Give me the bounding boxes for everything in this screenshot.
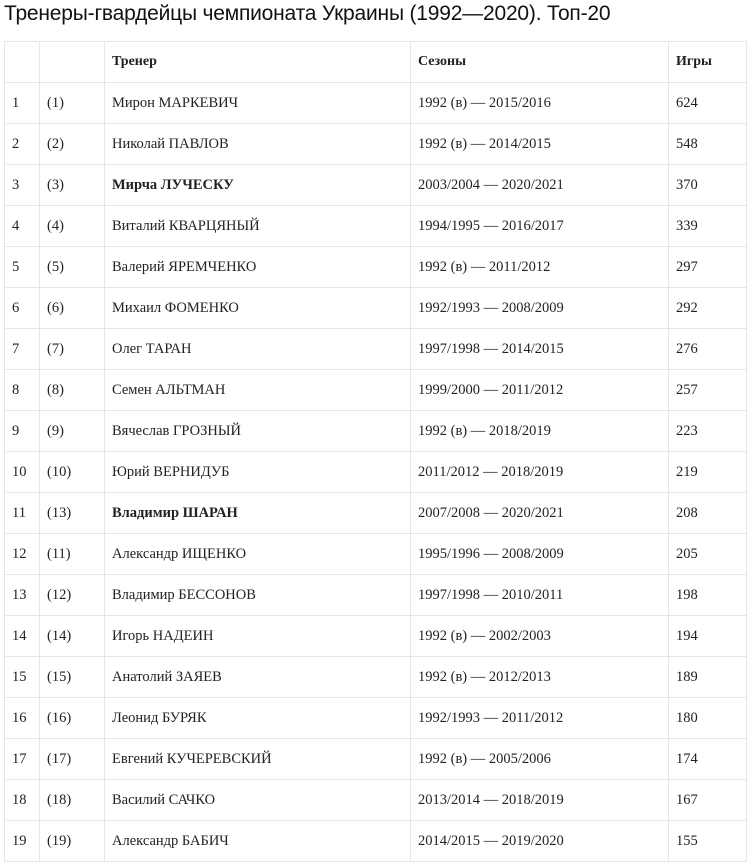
coach-name-cell: Семен АЛЬТМАН bbox=[105, 370, 411, 411]
seasons-cell: 2007/2008 — 2020/2021 bbox=[411, 493, 669, 534]
coaches-table bbox=[4, 41, 747, 862]
rank-cell: 4 bbox=[5, 206, 40, 247]
table-row bbox=[5, 206, 747, 247]
header-previous-rank bbox=[40, 42, 105, 83]
seasons-cell: 1992 (в) — 2015/2016 bbox=[411, 83, 669, 124]
rank-cell: 19 bbox=[5, 821, 40, 862]
coach-name-cell: Анатолий ЗАЯЕВ bbox=[105, 657, 411, 698]
games-cell: 624 bbox=[669, 83, 747, 124]
seasons-cell: 1992 (в) — 2005/2006 bbox=[411, 739, 669, 780]
rank-cell: 16 bbox=[5, 698, 40, 739]
previous-rank-cell: (14) bbox=[40, 616, 105, 657]
games-cell: 370 bbox=[669, 165, 747, 206]
games-cell: 219 bbox=[669, 452, 747, 493]
rank-cell: 8 bbox=[5, 370, 40, 411]
coach-name-cell: Олег ТАРАН bbox=[105, 329, 411, 370]
coach-name-cell: Евгений КУЧЕРЕВСКИЙ bbox=[105, 739, 411, 780]
header-games: Игры bbox=[669, 42, 747, 83]
table-body bbox=[5, 83, 747, 862]
table-row bbox=[5, 124, 747, 165]
header-rank bbox=[5, 42, 40, 83]
coach-name-cell: Игорь НАДЕИН bbox=[105, 616, 411, 657]
coach-name-cell: Вячеслав ГРОЗНЫЙ bbox=[105, 411, 411, 452]
coach-name-cell: Мирча ЛУЧЕСКУ bbox=[105, 165, 411, 206]
previous-rank-cell: (18) bbox=[40, 780, 105, 821]
seasons-cell: 1995/1996 — 2008/2009 bbox=[411, 534, 669, 575]
header-seasons: Сезоны bbox=[411, 42, 669, 83]
table-row bbox=[5, 247, 747, 288]
coach-name-cell: Валерий ЯРЕМЧЕНКО bbox=[105, 247, 411, 288]
seasons-cell: 1992/1993 — 2008/2009 bbox=[411, 288, 669, 329]
previous-rank-cell: (3) bbox=[40, 165, 105, 206]
seasons-cell: 1999/2000 — 2011/2012 bbox=[411, 370, 669, 411]
seasons-cell: 1992/1993 — 2011/2012 bbox=[411, 698, 669, 739]
games-cell: 223 bbox=[669, 411, 747, 452]
rank-cell: 14 bbox=[5, 616, 40, 657]
seasons-cell: 1992 (в) — 2014/2015 bbox=[411, 124, 669, 165]
seasons-cell: 2003/2004 — 2020/2021 bbox=[411, 165, 669, 206]
table-row bbox=[5, 534, 747, 575]
coach-name-cell: Владимир ШАРАН bbox=[105, 493, 411, 534]
seasons-cell: 1992 (в) — 2002/2003 bbox=[411, 616, 669, 657]
rank-cell: 3 bbox=[5, 165, 40, 206]
coach-name-cell: Виталий КВАРЦЯНЫЙ bbox=[105, 206, 411, 247]
games-cell: 198 bbox=[669, 575, 747, 616]
games-cell: 174 bbox=[669, 739, 747, 780]
seasons-cell: 1997/1998 — 2010/2011 bbox=[411, 575, 669, 616]
rank-cell: 9 bbox=[5, 411, 40, 452]
seasons-cell: 2011/2012 — 2018/2019 bbox=[411, 452, 669, 493]
previous-rank-cell: (19) bbox=[40, 821, 105, 862]
table-row bbox=[5, 83, 747, 124]
coach-name-cell: Василий САЧКО bbox=[105, 780, 411, 821]
seasons-cell: 1992 (в) — 2011/2012 bbox=[411, 247, 669, 288]
table-header-row bbox=[5, 42, 747, 83]
rank-cell: 2 bbox=[5, 124, 40, 165]
previous-rank-cell: (10) bbox=[40, 452, 105, 493]
previous-rank-cell: (7) bbox=[40, 329, 105, 370]
previous-rank-cell: (2) bbox=[40, 124, 105, 165]
table-row bbox=[5, 370, 747, 411]
table-row bbox=[5, 411, 747, 452]
coach-name-cell: Александр ИЩЕНКО bbox=[105, 534, 411, 575]
table-row bbox=[5, 493, 747, 534]
rank-cell: 7 bbox=[5, 329, 40, 370]
table-row bbox=[5, 288, 747, 329]
rank-cell: 15 bbox=[5, 657, 40, 698]
coach-name-cell: Михаил ФОМЕНКО bbox=[105, 288, 411, 329]
games-cell: 180 bbox=[669, 698, 747, 739]
seasons-cell: 2013/2014 — 2018/2019 bbox=[411, 780, 669, 821]
previous-rank-cell: (15) bbox=[40, 657, 105, 698]
previous-rank-cell: (17) bbox=[40, 739, 105, 780]
previous-rank-cell: (1) bbox=[40, 83, 105, 124]
rank-cell: 6 bbox=[5, 288, 40, 329]
table-row bbox=[5, 575, 747, 616]
rank-cell: 1 bbox=[5, 83, 40, 124]
rank-cell: 12 bbox=[5, 534, 40, 575]
table-row bbox=[5, 657, 747, 698]
coach-name-cell: Владимир БЕССОНОВ bbox=[105, 575, 411, 616]
previous-rank-cell: (16) bbox=[40, 698, 105, 739]
rank-cell: 10 bbox=[5, 452, 40, 493]
previous-rank-cell: (5) bbox=[40, 247, 105, 288]
coach-name-cell: Юрий ВЕРНИДУБ bbox=[105, 452, 411, 493]
coach-name-cell: Александр БАБИЧ bbox=[105, 821, 411, 862]
table-row bbox=[5, 165, 747, 206]
previous-rank-cell: (9) bbox=[40, 411, 105, 452]
rank-cell: 5 bbox=[5, 247, 40, 288]
seasons-cell: 1994/1995 — 2016/2017 bbox=[411, 206, 669, 247]
seasons-cell: 2014/2015 — 2019/2020 bbox=[411, 821, 669, 862]
games-cell: 205 bbox=[669, 534, 747, 575]
games-cell: 548 bbox=[669, 124, 747, 165]
rank-cell: 17 bbox=[5, 739, 40, 780]
table-row bbox=[5, 452, 747, 493]
seasons-cell: 1992 (в) — 2012/2013 bbox=[411, 657, 669, 698]
previous-rank-cell: (11) bbox=[40, 534, 105, 575]
games-cell: 339 bbox=[669, 206, 747, 247]
table-row bbox=[5, 780, 747, 821]
previous-rank-cell: (4) bbox=[40, 206, 105, 247]
games-cell: 189 bbox=[669, 657, 747, 698]
rank-cell: 11 bbox=[5, 493, 40, 534]
coach-name-cell: Мирон МАРКЕВИЧ bbox=[105, 83, 411, 124]
previous-rank-cell: (12) bbox=[40, 575, 105, 616]
games-cell: 276 bbox=[669, 329, 747, 370]
table-row bbox=[5, 616, 747, 657]
games-cell: 194 bbox=[669, 616, 747, 657]
previous-rank-cell: (13) bbox=[40, 493, 105, 534]
rank-cell: 13 bbox=[5, 575, 40, 616]
coach-name-cell: Николай ПАВЛОВ bbox=[105, 124, 411, 165]
table-row bbox=[5, 739, 747, 780]
games-cell: 155 bbox=[669, 821, 747, 862]
rank-cell: 18 bbox=[5, 780, 40, 821]
table-row bbox=[5, 698, 747, 739]
games-cell: 208 bbox=[669, 493, 747, 534]
games-cell: 292 bbox=[669, 288, 747, 329]
games-cell: 167 bbox=[669, 780, 747, 821]
previous-rank-cell: (8) bbox=[40, 370, 105, 411]
header-coach: Тренер bbox=[105, 42, 411, 83]
previous-rank-cell: (6) bbox=[40, 288, 105, 329]
coach-name-cell: Леонид БУРЯК bbox=[105, 698, 411, 739]
table-row bbox=[5, 821, 747, 862]
games-cell: 257 bbox=[669, 370, 747, 411]
table-row bbox=[5, 329, 747, 370]
seasons-cell: 1997/1998 — 2014/2015 bbox=[411, 329, 669, 370]
page-title: Тренеры-гвардейцы чемпионата Украины (1992—2020). Топ-20 bbox=[4, 2, 611, 25]
games-cell: 297 bbox=[669, 247, 747, 288]
seasons-cell: 1992 (в) — 2018/2019 bbox=[411, 411, 669, 452]
